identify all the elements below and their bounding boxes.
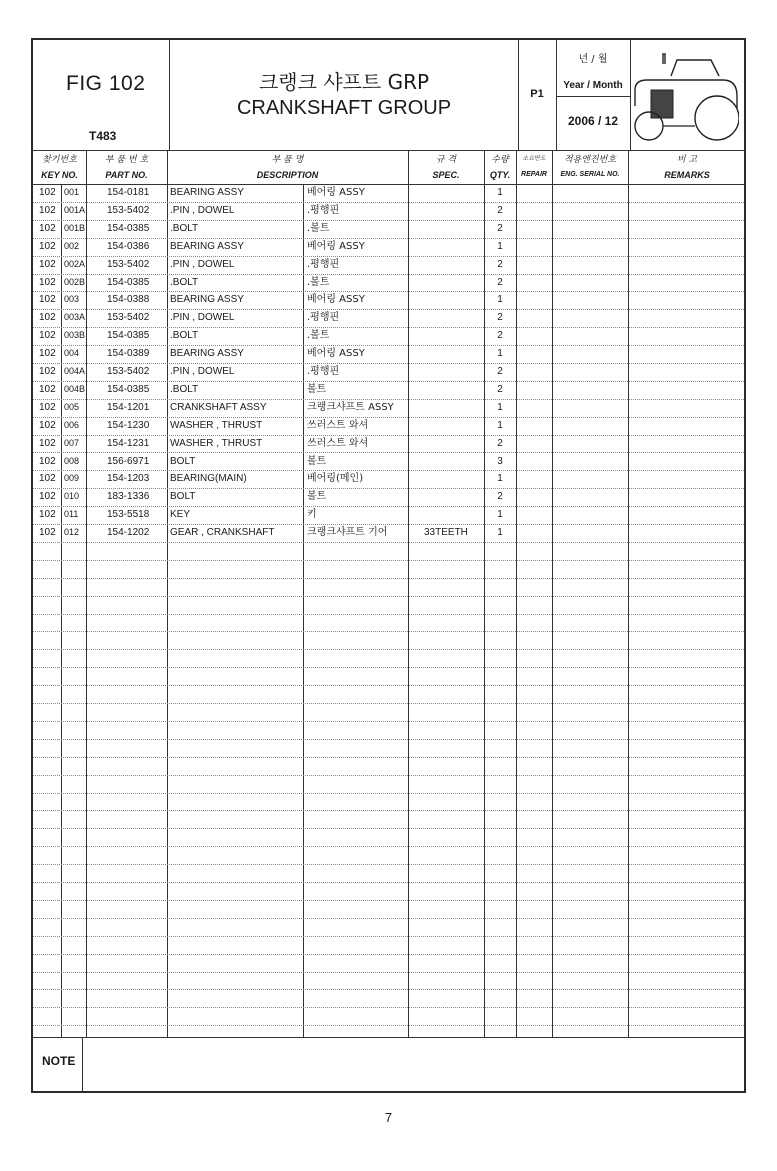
- row-divider: [33, 739, 744, 740]
- cell-description-korean: .평행핀: [307, 205, 340, 216]
- header-remarks: REMARKS: [664, 170, 710, 180]
- header-repair: REPAIR: [521, 171, 547, 178]
- row-divider: [33, 936, 744, 937]
- header-part: PART NO.: [105, 170, 148, 180]
- cell-fig: 102: [39, 330, 56, 341]
- cell-key: 003B: [64, 330, 86, 340]
- cell-description: .PIN , DOWEL: [170, 312, 235, 323]
- cell-description: .PIN , DOWEL: [170, 205, 235, 216]
- cell-description: BOLT: [170, 491, 196, 502]
- row-divider: [33, 649, 744, 650]
- row-divider: [33, 578, 744, 579]
- cell-fig: 102: [39, 473, 56, 484]
- cell-fig: 102: [39, 527, 56, 538]
- cell-fig: 102: [39, 348, 56, 359]
- note-label: NOTE: [42, 1054, 76, 1068]
- figure-number: FIG 102: [66, 72, 146, 95]
- cell-description-korean: .볼트: [307, 223, 330, 234]
- cell-spec: 33TEETH: [424, 527, 468, 538]
- cell-description-korean: .볼트: [307, 277, 330, 288]
- row-divider: [33, 972, 744, 973]
- header-qty: QTY.: [489, 170, 511, 180]
- cell-fig: 102: [39, 491, 56, 502]
- row-divider: [33, 793, 744, 794]
- cell-qty: 2: [497, 491, 503, 502]
- cell-key: 008: [64, 456, 80, 466]
- cell-description-korean: 크랭크샤프트 기어: [307, 527, 388, 538]
- header-description-korean: 부 품 명: [271, 155, 304, 165]
- cell-description: .BOLT: [170, 330, 199, 341]
- cell-fig: 102: [39, 205, 56, 216]
- cell-qty: 3: [497, 456, 503, 467]
- cell-key: 007: [64, 438, 80, 448]
- header-part-korean: 부 품 번 호: [104, 155, 149, 165]
- cell-description-korean: 볼트: [307, 491, 327, 502]
- row-divider: [33, 828, 744, 829]
- row-divider: [33, 667, 744, 668]
- cell-key: 004: [64, 348, 80, 358]
- row-divider: [33, 846, 744, 847]
- header-engine-serial-korean: 적용엔진번호: [563, 155, 617, 165]
- row-divider: [33, 882, 744, 883]
- cell-description-korean: 베어링(메인): [307, 473, 364, 484]
- cell-description: .PIN , DOWEL: [170, 259, 235, 270]
- cell-key: 004A: [64, 366, 86, 376]
- cell-part: 153-5402: [107, 259, 150, 270]
- row-divider: [33, 631, 744, 632]
- row-divider: [33, 721, 744, 722]
- cell-part: 154-0389: [107, 348, 150, 359]
- cell-description: WASHER , THRUST: [170, 420, 263, 431]
- cell-fig: 102: [39, 277, 56, 288]
- cell-qty: 1: [497, 473, 503, 484]
- cell-part: 154-0385: [107, 277, 150, 288]
- cell-description: WASHER , THRUST: [170, 438, 263, 449]
- cell-part: 153-5402: [107, 205, 150, 216]
- header-qty-korean: 수량: [491, 155, 509, 165]
- cell-fig: 102: [39, 294, 56, 305]
- row-divider: [33, 542, 744, 543]
- cell-description-korean: .평행핀: [307, 366, 340, 377]
- cell-part: 153-5518: [107, 509, 150, 520]
- title-korean: 크랭크 샤프트 GRP: [258, 70, 430, 94]
- cell-key: 010: [64, 491, 80, 501]
- cell-key: 001: [64, 187, 80, 197]
- cell-description: .PIN , DOWEL: [170, 366, 235, 377]
- cell-fig: 102: [39, 509, 56, 520]
- cell-part: 154-0385: [107, 384, 150, 395]
- cell-key: 005: [64, 402, 80, 412]
- row-divider: [33, 864, 744, 865]
- cell-part: 154-0181: [107, 187, 150, 198]
- title-english: CRANKSHAFT GROUP: [236, 97, 452, 119]
- cell-description-korean: .평행핀: [307, 312, 340, 323]
- cell-part: 156-6971: [107, 456, 150, 467]
- cell-part: 154-0386: [107, 241, 150, 252]
- year-month-label-korean: 년 / 월: [578, 54, 608, 65]
- header-spec-korean: 규 격: [435, 155, 457, 165]
- cell-qty: 2: [497, 384, 503, 395]
- cell-key: 002B: [64, 277, 86, 287]
- row-divider: [33, 954, 744, 955]
- cell-part: 154-1203: [107, 473, 150, 484]
- row-divider: [33, 685, 744, 686]
- page-code: P1: [530, 88, 544, 100]
- row-divider: [33, 918, 744, 919]
- cell-qty: 1: [497, 402, 503, 413]
- cell-description-korean: .볼트: [307, 330, 330, 341]
- header-engine-serial: ENG. SERIAL NO.: [560, 171, 620, 178]
- header-repair-korean: 소요반도: [522, 155, 546, 162]
- cell-description: BEARING ASSY: [170, 294, 244, 305]
- cell-part: 154-0385: [107, 223, 150, 234]
- cell-qty: 2: [497, 438, 503, 449]
- cell-description: CRANKSHAFT ASSY: [170, 402, 267, 413]
- cell-fig: 102: [39, 456, 56, 467]
- cell-fig: 102: [39, 223, 56, 234]
- cell-key: 009: [64, 473, 80, 483]
- cell-key: 006: [64, 420, 80, 430]
- cell-description: BEARING ASSY: [170, 348, 244, 359]
- cell-qty: 2: [497, 312, 503, 323]
- row-divider: [33, 703, 744, 704]
- cell-fig: 102: [39, 420, 56, 431]
- cell-key: 003: [64, 294, 80, 304]
- cell-fig: 102: [39, 241, 56, 252]
- cell-qty: 2: [497, 366, 503, 377]
- cell-fig: 102: [39, 187, 56, 198]
- row-divider: [33, 757, 744, 758]
- cell-description-korean: 키: [307, 509, 317, 520]
- row-divider: [33, 1025, 744, 1026]
- header-key-korean: 찾기번호: [42, 155, 77, 165]
- cell-part: 154-0388: [107, 294, 150, 305]
- cell-fig: 102: [39, 438, 56, 449]
- cell-qty: 1: [497, 187, 503, 198]
- cell-description: BOLT: [170, 456, 196, 467]
- cell-key: 002A: [64, 259, 86, 269]
- cell-description: KEY: [170, 509, 191, 520]
- row-divider: [33, 560, 744, 561]
- cell-description-korean: 베어링 ASSY: [307, 348, 365, 359]
- cell-key: 012: [64, 527, 80, 537]
- cell-description: BEARING(MAIN): [170, 473, 247, 484]
- cell-part: 154-1231: [107, 438, 150, 449]
- cell-description-korean: 볼트: [307, 384, 327, 395]
- cell-description: .BOLT: [170, 384, 199, 395]
- row-divider: [33, 775, 744, 776]
- cell-description-korean: 베어링 ASSY: [307, 241, 365, 252]
- cell-description-korean: 베어링 ASSY: [307, 294, 365, 305]
- year-month-label: Year / Month: [563, 80, 623, 91]
- cell-qty: 2: [497, 205, 503, 216]
- cell-description-korean: 쓰러스트 와셔: [307, 438, 369, 449]
- cell-qty: 1: [497, 509, 503, 520]
- header-spec: SPEC.: [432, 170, 460, 180]
- cell-description: .BOLT: [170, 277, 199, 288]
- row-divider: [33, 989, 744, 990]
- tractor-icon: [633, 46, 739, 146]
- header-description: DESCRIPTION: [256, 170, 319, 180]
- cell-qty: 1: [497, 294, 503, 305]
- cell-part: 154-1202: [107, 527, 150, 538]
- cell-key: 011: [64, 509, 79, 519]
- cell-qty: 2: [497, 277, 503, 288]
- model-code: T483: [89, 129, 117, 143]
- cell-qty: 2: [497, 330, 503, 341]
- cell-part: 154-1201: [107, 402, 150, 413]
- cell-description-korean: 볼트: [307, 456, 327, 467]
- cell-description: BEARING ASSY: [170, 241, 244, 252]
- cell-part: 154-0385: [107, 330, 150, 341]
- row-divider: [33, 614, 744, 615]
- cell-key: 003A: [64, 312, 86, 322]
- cell-key: 002: [64, 241, 80, 251]
- row-divider: [33, 810, 744, 811]
- row-divider: [33, 900, 744, 901]
- cell-key: 001A: [64, 205, 86, 215]
- cell-description: GEAR , CRANKSHAFT: [170, 527, 275, 538]
- row-divider: [33, 1007, 744, 1008]
- header-remarks-korean: 비 고: [676, 155, 698, 165]
- cell-description-korean: 크랭크샤프트 ASSY: [307, 402, 394, 413]
- cell-qty: 1: [497, 348, 503, 359]
- row-divider: [33, 596, 744, 597]
- cell-fig: 102: [39, 366, 56, 377]
- cell-fig: 102: [39, 384, 56, 395]
- cell-qty: 2: [497, 259, 503, 270]
- cell-fig: 102: [39, 259, 56, 270]
- cell-qty: 1: [497, 241, 503, 252]
- cell-part: 153-5402: [107, 366, 150, 377]
- cell-key: 004B: [64, 384, 86, 394]
- cell-part: 153-5402: [107, 312, 150, 323]
- cell-part: 183-1336: [107, 491, 150, 502]
- cell-key: 001B: [64, 223, 86, 233]
- cell-description: BEARING ASSY: [170, 187, 244, 198]
- year-month-value: 2006 / 12: [567, 114, 619, 128]
- cell-qty: 1: [497, 527, 503, 538]
- cell-fig: 102: [39, 312, 56, 323]
- cell-description-korean: .평행핀: [307, 259, 340, 270]
- cell-qty: 1: [497, 420, 503, 431]
- cell-description-korean: 베어링 ASSY: [307, 187, 365, 198]
- header-key: KEY NO.: [41, 170, 78, 180]
- cell-description-korean: 쓰러스트 와셔: [307, 420, 369, 431]
- cell-description: .BOLT: [170, 223, 199, 234]
- cell-part: 154-1230: [107, 420, 150, 431]
- page-number: 7: [384, 1110, 393, 1125]
- cell-fig: 102: [39, 402, 56, 413]
- cell-qty: 2: [497, 223, 503, 234]
